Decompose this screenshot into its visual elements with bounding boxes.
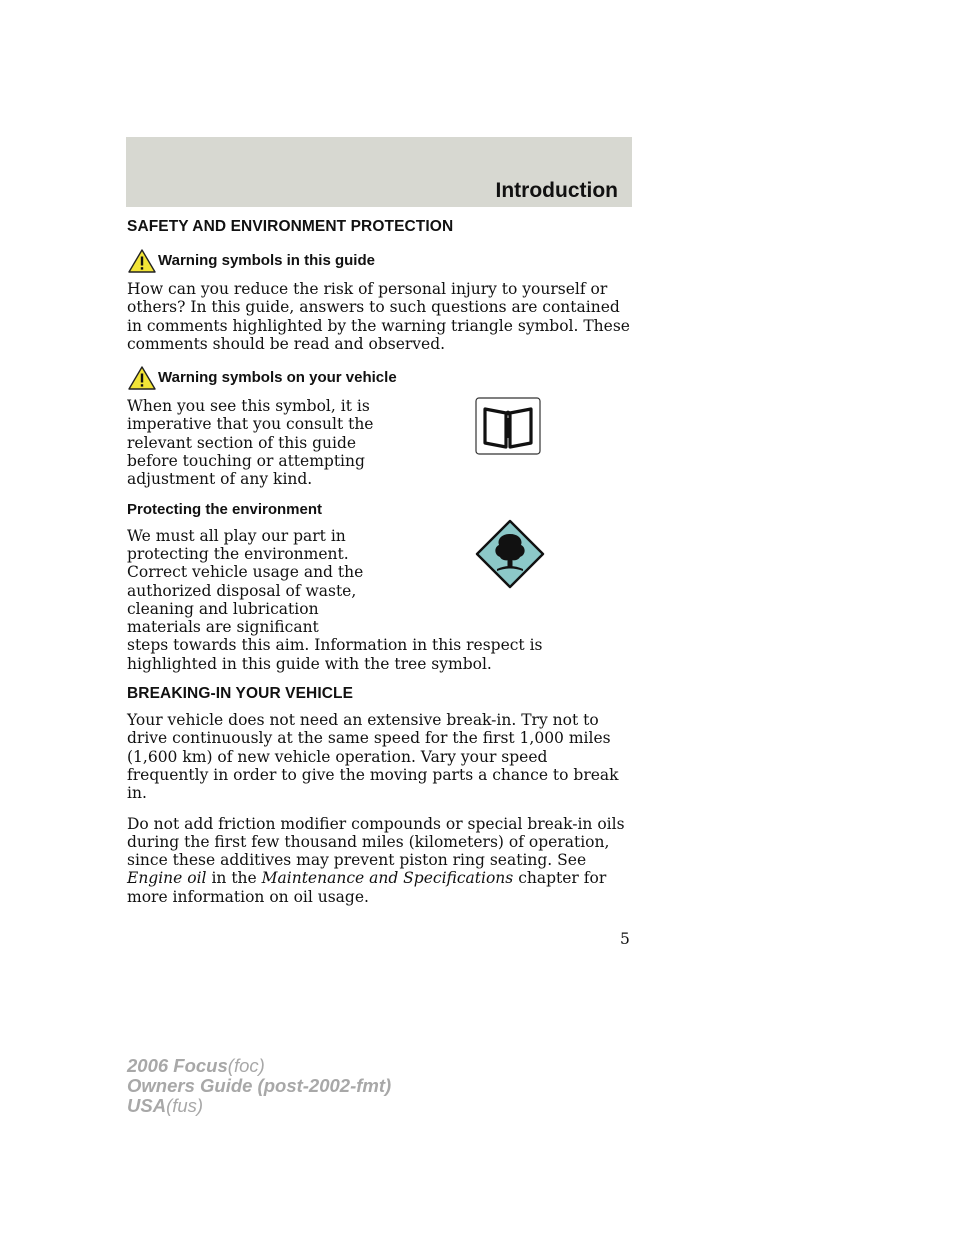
breakin-text-a: Do not add friction modifier compounds or special break-in oils during the first few thousand miles (kilometers) of operation, since these additives may prevent piston ring seating. See [127,814,625,870]
page-title: Introduction [495,179,618,202]
footer-line-3 [127,1096,391,1116]
footer-model-code: (foc) [227,1055,265,1076]
footer-model: 2006 Focus [127,1055,228,1076]
page-number: 5 [620,930,630,948]
breakin-paragraph-1: Your vehicle does not need an extensive break-in. Try not to drive continuously at the same speed for the first 1,000 miles (1,600 km) of new vehicle operation. Vary your speed frequently in order to give the moving parts a chance to break in. [127,711,619,803]
owner-manual-icon [475,397,541,455]
environment-paragraph-part1: We must all play our part in protecting the environment. Correct vehicle usage and the authorized disposal of waste, cleaning and lubrication materials are significant [127,526,364,637]
warning-vehicle-block [127,397,632,488]
footer-market: USA [127,1095,167,1116]
engine-oil-reference: Engine oil [127,869,207,888]
breakin-heading: BREAKING-IN YOUR VEHICLE [127,685,354,703]
environment-heading: Protecting the environment [127,500,323,518]
warning-guide-heading [127,248,632,274]
environment-block [127,527,632,637]
warning-guide-label: Warning symbols in this guide [158,252,375,269]
warning-triangle-icon [127,365,157,391]
footer-market-code: (fus) [166,1095,204,1116]
footer-line-1 [127,1056,391,1076]
breakin-paragraph-2 [127,815,632,906]
breakin-text-b: in the [211,869,257,888]
warning-vehicle-heading [127,365,632,391]
tree-environment-icon [475,519,545,589]
page-content [127,218,632,918]
header-band [126,137,632,207]
chapter-reference: Maintenance and Specifications [261,869,514,888]
warning-guide-paragraph: How can you reduce the risk of personal injury to yourself or others? In this guide, answers to such questions are contained in comments highlighted by the warning triangle symbol. These comments should be read and observed. [127,280,630,353]
safety-heading: SAFETY AND ENVIRONMENT PROTECTION [127,218,454,235]
breakin-text-c: chapter for more information on oil usage. [127,869,607,906]
warning-vehicle-paragraph: When you see this symbol, it is imperative that you consult the relevant section of this guide before touching or attempting adjustment of any kind. [127,397,374,489]
document-footer [127,1056,391,1116]
warning-triangle-icon [127,248,157,274]
warning-vehicle-label: Warning symbols on your vehicle [158,369,397,387]
footer-guide: Owners Guide (post-2002-fmt) [127,1075,392,1096]
footer-line-2 [127,1076,391,1096]
environment-paragraph-part2: steps towards this aim. Information in this respect is highlighted in this guide with the tree symbol. [127,636,543,673]
